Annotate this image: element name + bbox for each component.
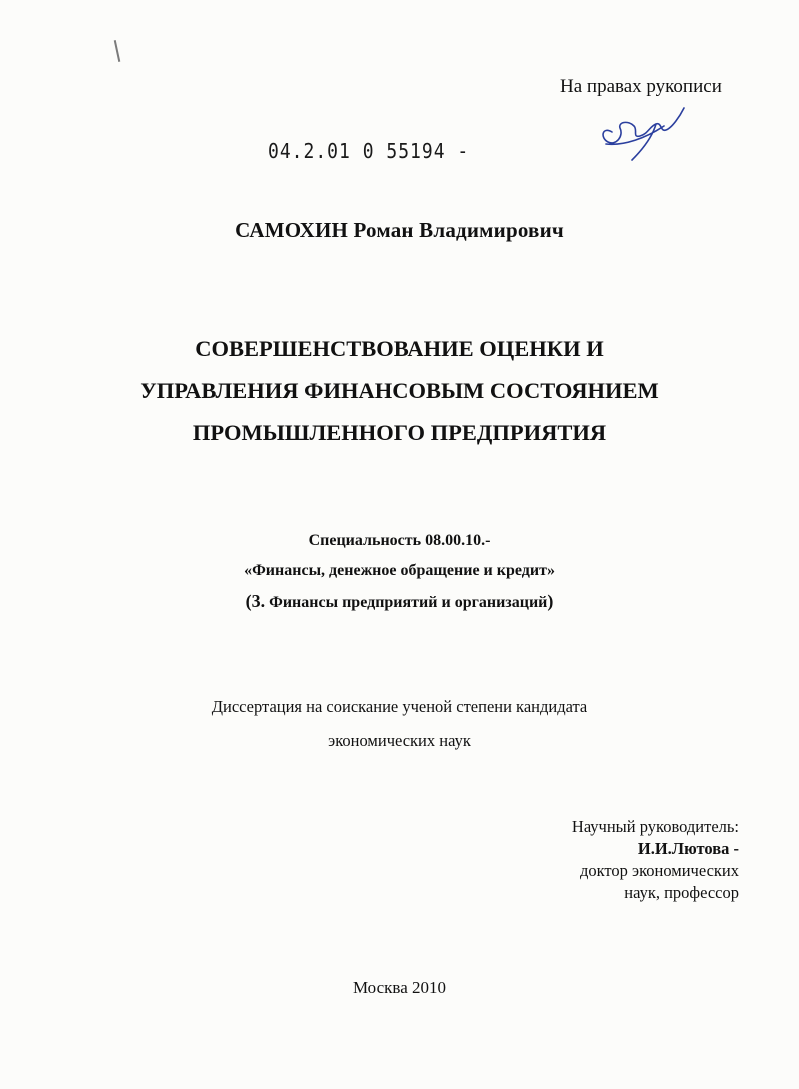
branch-text: Финансы предприятий и организаций [265, 594, 548, 611]
specialty-block [0, 526, 799, 618]
manuscript-note: На правах рукописи [560, 76, 722, 97]
author-name: САМОХИН Роман Владимирович [235, 218, 564, 242]
registration-stamp-number: 04.2.01 0 55194 - [268, 139, 470, 164]
scientific-advisor [572, 816, 739, 904]
city-year: Москва 2010 [352, 978, 447, 997]
dissertation-degree [0, 690, 799, 758]
advisor-title: наук, профессор [624, 883, 739, 902]
dissertation-title [0, 328, 799, 454]
specialty-code: Специальность 08.00.10.- [308, 532, 491, 549]
specialty-branch [0, 586, 799, 618]
title-line: ПРОМЫШЛЕННОГО ПРЕДПРИЯТИЯ [192, 420, 607, 445]
advisor-degree: доктор экономических [579, 861, 739, 880]
degree-line: Диссертация на соискание ученой степени кандидата [211, 697, 588, 716]
scan-mark [114, 40, 121, 62]
handwritten-signature [594, 86, 694, 166]
advisor-label: Научный руководитель: [571, 817, 739, 836]
branch-open: (3. [245, 591, 266, 611]
branch-close: ) [547, 591, 554, 611]
degree-line: экономических наук [328, 731, 471, 750]
title-line: СОВЕРШЕНСТВОВАНИЕ ОЦЕНКИ И [195, 336, 604, 361]
title-line: УПРАВЛЕНИЯ ФИНАНСОВЫМ СОСТОЯНИЕМ [140, 378, 659, 403]
advisor-name: И.И.Лютова - [637, 839, 739, 858]
specialty-name: «Финансы, денежное обращение и кредит» [244, 562, 555, 579]
